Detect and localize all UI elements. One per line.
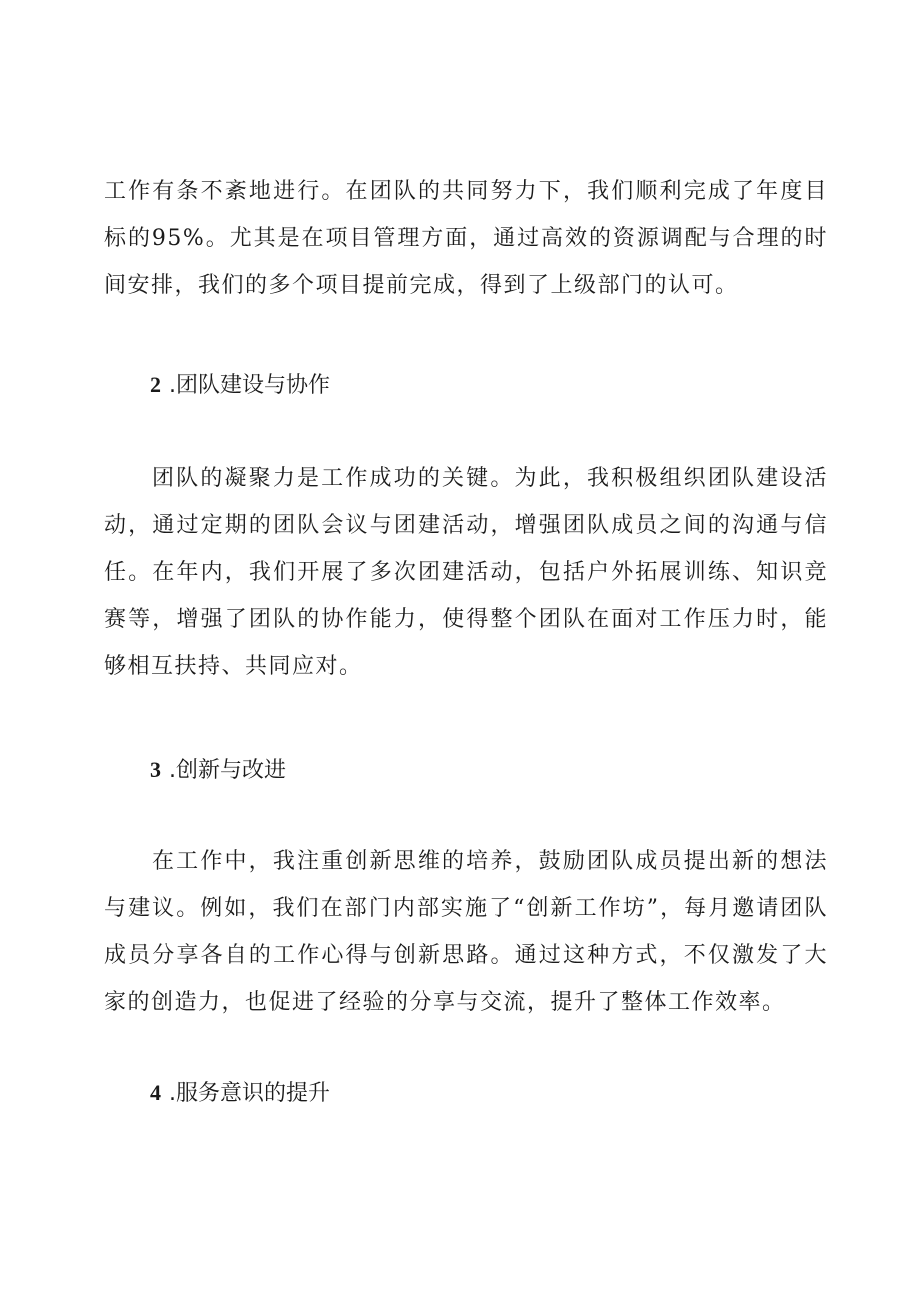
section-heading-innovation	[150, 755, 286, 786]
paragraph-work-results: 工作有条不紊地进行。在团队的共同努力下，我们顺利完成了年度目标的95%。尤其是在项目管理方面，通过高效的资源调配与合理的时间安排，我们的多个项目提前完成，得到了上级部门的认可。	[104, 179, 828, 298]
section-heading-service	[150, 1078, 330, 1109]
section-number: 2	[150, 372, 161, 397]
paragraph-team-building: 团队的凝聚力是工作成功的关键。为此，我积极组织团队建设活动，通过定期的团队会议与团建活动，增强团队成员之间的沟通与信任。在年内，我们开展了多次团建活动，包括户外拓展训练、知识竞赛等，增强了团队的协作能力，使得整个团队在面对工作压力时，能够相互扶持、共同应对。	[104, 466, 828, 679]
section-title: .服务意识的提升	[169, 1081, 330, 1106]
section-number: 4	[150, 1080, 161, 1105]
section-number: 3	[150, 757, 161, 782]
section-title: .创新与改进	[169, 758, 286, 783]
paragraph-innovation: 在工作中，我注重创新思维的培养，鼓励团队成员提出新的想法与建议。例如，我们在部门内部实施了“创新工作坊”，每月邀请团队成员分享各自的工作心得与创新思路。通过这种方式，不仅激发了大家的创造力，也促进了经验的分享与交流，提升了整体工作效率。	[104, 849, 828, 1015]
section-title: .团队建设与协作	[169, 373, 330, 398]
section-heading-team-building	[150, 370, 330, 401]
